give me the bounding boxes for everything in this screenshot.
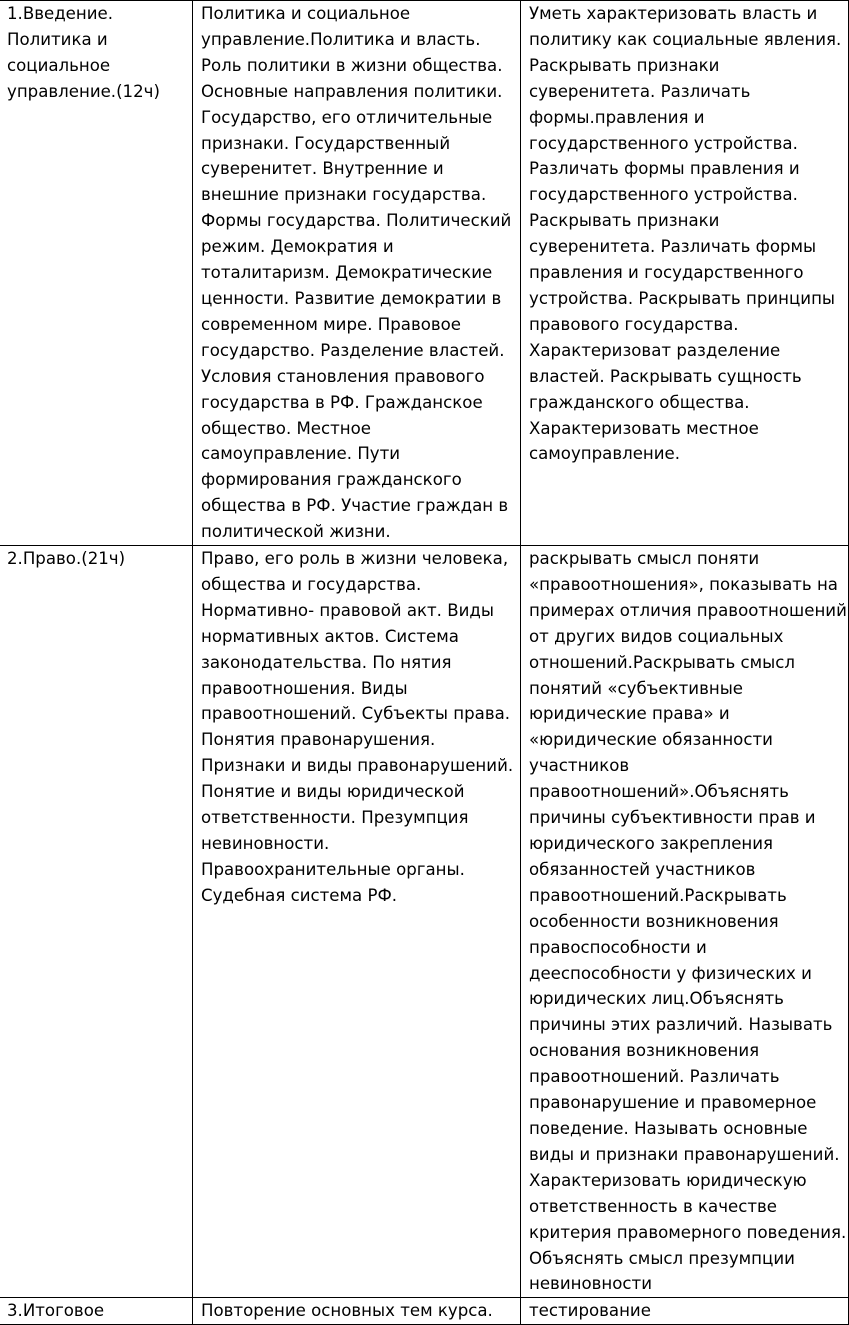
learning-outcomes: Уметь характеризовать власть и политику как социальные явления. Раскрывать признаки суверенитета. Различать формы.правления и государственного устройства. Различать формы правления и государственного устройства. Раскрывать признаки суверенитета. Различать формы правления и государственного устройства. Раскрывать принципы правового государства. Характеризоват разделение властей. Раскрывать сущность гражданского общества. Характеризовать местное самоуправление. — [529, 4, 842, 464]
content-cell — [193, 1, 521, 546]
section-cell — [0, 1, 193, 546]
learning-outcomes: раскрывать смысл поняти «правоотношения», показывать на примерах отличия правоотношений от других видов социальных отношений.Раскрывать смысл понятий «субъективные юридические права» и «юридические обязанности участников правоотношений».Объяснять причины субъективности прав и юридического закрепления обязанностей участников правоотношений.Раскрывать особенности возникновения правоспособности и дееспособности у физических и юридических лиц.Объяснять причины этих различий. Называть основания возникновения правоотношений. Различать правонарушение и правомерное поведение. Называть основные виды и признаки правонарушений. Характеризовать юридическую ответственность в качестве критерия правомерного поведения. Объяснять смысл презумпции невиновности — [529, 549, 847, 1294]
section-title: 3.Итоговое — [7, 1301, 105, 1321]
topic-content: Политика и социальное управление.Политика и власть. Роль политики в жизни общества. Основные направления политики. Государство, его отличительные признаки. Государственный суверенитет. Внутренние и внешние признаки государства. Формы государства. Политический режим. Демократия и тоталитаризм. Демократические ценности. Развитие демократии в современном мире. Правовое государство. Разделение властей. Условия становления правового государства в РФ. Гражданское общество. Местное самоуправление. Пути формирования гражданского общества в РФ. Участие граждан в политической жизни. — [201, 4, 512, 542]
table-row — [0, 1, 849, 546]
topic-content: Право, его роль в жизни человека, общества и государства. Нормативно- правовой акт. Виды нормативных актов. Система законодательства. По нятия правоотношения. Виды правоотношений. Субъекты права. Понятия правонарушения. Признаки и виды правонарушений. Понятие и виды юридической ответственности. Презумпция невиновности. Правоохранительные органы. Судебная система РФ. — [201, 549, 514, 905]
section-cell — [0, 546, 193, 1298]
section-cell — [0, 1298, 193, 1325]
table-row — [0, 1298, 849, 1325]
content-cell — [193, 546, 521, 1298]
table-row — [0, 546, 849, 1298]
topic-content: Повторение основных тем курса. — [201, 1301, 493, 1321]
outcomes-cell — [521, 1, 849, 546]
outcomes-cell — [521, 1298, 849, 1325]
content-cell — [193, 1298, 521, 1325]
outcomes-cell — [521, 546, 849, 1298]
section-title: 2.Право.(21ч) — [7, 549, 126, 569]
section-title: 1.Введение. Политика и социальное управление.(12ч) — [7, 4, 160, 101]
learning-outcomes: тестирование — [529, 1301, 651, 1321]
